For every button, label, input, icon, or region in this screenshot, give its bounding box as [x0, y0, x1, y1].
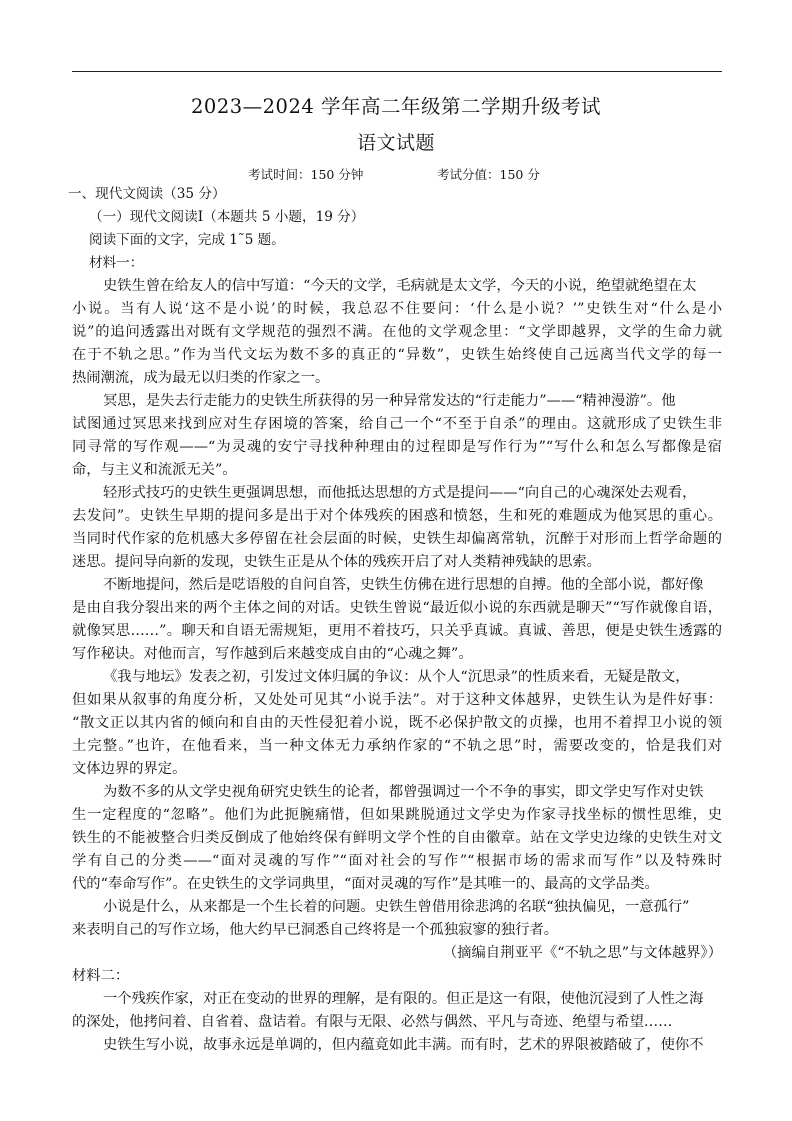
subsection-heading: （一）现代文阅读Ⅰ（本题共 5 小题，19 分） — [89, 209, 365, 225]
text-line: 在于不轨之思。”作为当代文坛为数不多的真正的“异数”，史铁生始终使自己远离当代文学的每一 — [72, 347, 722, 363]
text-line: 史铁生写小说，故事永远是单调的，但内蕴竟如此丰满。而有时，艺术的界限被踏破了，使你不 — [103, 1037, 704, 1053]
text-line: 说”的追问透露出对既有文学规范的强烈不满。在他的文学观念里：“文学即越界，文学的生命力就 — [72, 324, 722, 340]
text-line: 冥思，是失去行走能力的史铁生所获得的另一种异常发达的“行走能力”——“精神漫游”。他 — [103, 393, 676, 409]
text-line: 《我与地坛》发表之初，引发过文体归属的争议：从个人“沉思录”的性质来看，无疑是散文， — [103, 669, 690, 685]
exam-time: 考试时间：150 分钟 — [248, 167, 364, 182]
text-line: 不断地提问，然后是呓语般的自问自答，史铁生仿佛在进行思想的自搏。他的全部小说，都好像 — [103, 577, 704, 593]
text-line: 试图通过冥思来找到应对生存困境的答案，给自己一个“不至于自杀”的理由。这就形成了史铁生非 — [72, 416, 722, 432]
text-line: 代的“奉命写作”。在史铁生的文学词典里，“面对灵魂的写作”是其唯一的、最高的文学品类。 — [72, 876, 659, 892]
text-line: 轻形式技巧的史铁生更强调思想，而他抵达思想的方式是提问——“向自己的心魂深处去观看， — [103, 485, 697, 501]
text-line: 土完整。”也许，在他看来，当一种文体无力承纳作家的“不轨之思”时，需要改变的，恰是我们对 — [72, 738, 722, 754]
text-line: 学有自己的分类——“面对灵魂的写作”“面对社会的写作”“根据市场的需求而写作”以及特殊时 — [72, 853, 722, 869]
text-line: “散文正以其内省的倾向和自由的天性侵犯着小说，既不必保护散文的贞操，也用不着捍卫小说的领 — [72, 715, 722, 731]
text-line: 热闹潮流，成为最无以归类的作家之一。 — [72, 370, 330, 386]
text-line: 迷思。提问导向新的发现，史铁生正是从个体的残疾开启了对人类精神残缺的思索。 — [72, 554, 601, 570]
section-heading: 一、现代文阅读（35 分） — [68, 186, 226, 202]
text-line: 铁生的不能被整合归类反倒成了他始终保有鲜明文学个性的自由徽章。站在文学史边缘的史铁生对文 — [72, 830, 722, 846]
exam-info — [0, 165, 792, 183]
material-label: 材料一： — [89, 255, 144, 271]
text-line: 就像冥思……”。聊天和自语无需规矩，更用不着技巧，只关乎真诚。真诚、善思，便是史铁生透露的 — [72, 623, 722, 639]
top-rule — [72, 71, 722, 72]
text-line: 是由自我分裂出来的两个主体之间的对话。史铁生曾说“最近似小说的东西就是聊天”“写作就像自语， — [72, 600, 722, 616]
exam-score: 考试分值：150 分 — [437, 167, 540, 182]
exam-subtitle: 语文试题 — [356, 132, 435, 154]
text-line: 同寻常的写作观——“为灵魂的安宁寻找种种理由的过程即是写作行为”“写什么和怎么写都像是宿 — [72, 439, 722, 455]
text-line: 来表明自己的写作立场，他大约早已洞悉自己终将是一个孤独寂寥的独行者。 — [72, 922, 559, 938]
text-line: 文体边界的界定。 — [72, 761, 187, 777]
text-line: 命，与主义和流派无关”。 — [72, 462, 237, 478]
text-line: 生一定程度的“忽略”。他们为此扼腕痛惜，但如果跳脱通过文学史为作家寻找坐标的惯性思维，史 — [72, 807, 722, 823]
text-line: 一个残疾作家，对正在变动的世界的理解，是有限的。但正是这一有限，使他沉浸到了人性之海 — [103, 991, 704, 1007]
text-line: 的深处，他拷问着、自省着、盘诘着。有限与无限、必然与偶然、平凡与奇迹、绝望与希望…… — [72, 1014, 673, 1030]
instruction-line: 阅读下面的文字，完成 1˜5 题。 — [89, 232, 285, 248]
text-line: 小说。当有人说‘这不是小说’的时候，我总忍不住要问：‘什么是小说？’”史铁生对“什么是小 — [72, 301, 722, 317]
exam-title: 2023—2024 学年高二年级第二学期升级考试 — [191, 95, 601, 118]
material-label: 材料二： — [72, 968, 130, 984]
citation: （摘编自荆亚平《“不轨之思”与文体越界》） — [442, 945, 722, 961]
text-line: 史铁生曾在给友人的信中写道：“今天的文学，毛病就是太文学，今天的小说，绝望就绝望在太 — [103, 278, 697, 294]
text-line: 小说是什么，从来都是一个生长着的问题。史铁生曾借用徐悲鸿的名联“独执偏见，一意孤行” — [103, 899, 690, 915]
text-line: 为数不多的从文学史视角研究史铁生的论者，都曾强调过一个不争的事实，即文学史写作对史铁 — [103, 784, 704, 800]
text-line: 当同时代作家的危机感大多停留在社会层面的时候，史铁生却偏离常轨，沉醉于对形而上哲学命题的 — [72, 531, 722, 547]
text-line: 去发问”。史铁生早期的提问多是出于对个体残疾的困惑和愤怒，生和死的难题成为他冥思的重心。 — [72, 508, 722, 524]
text-line: 但如果从叙事的角度分析，又处处可见其“小说手法”。对于这种文体越界，史铁生认为是件好事： — [72, 692, 722, 708]
text-line: 写作秘诀。对他而言，写作越到后来越变成自由的“心魂之舞”。 — [72, 646, 473, 662]
